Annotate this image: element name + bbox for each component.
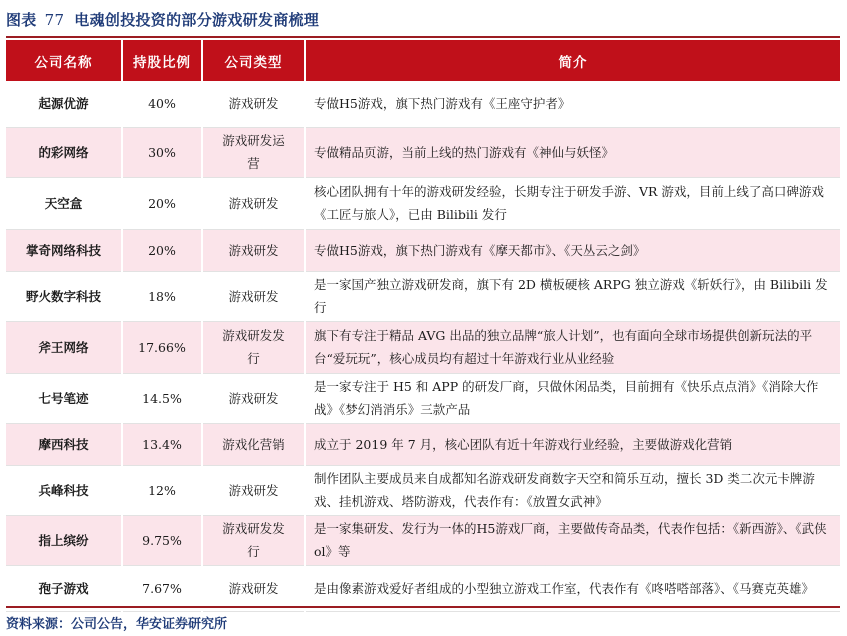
share-ratio-cell: 18% [122, 271, 202, 321]
share-ratio-cell: 20% [122, 177, 202, 229]
introduction-cell: 核心团队拥有十年的游戏研发经验，长期专注于研发手游、VR 游戏，目前上线了高口碑游戏《工匠与旅人》，已由 Bilibili 发行 [305, 177, 840, 229]
company-type-cell: 游戏研发 [202, 565, 305, 611]
investee-table [6, 40, 840, 612]
table-row [6, 515, 840, 565]
share-ratio-cell: 9.75% [122, 515, 202, 565]
table-row [6, 465, 840, 515]
caption-label: 图表 [6, 11, 37, 29]
company-type-cell: 游戏研发 [202, 81, 305, 127]
company-name-cell: 指上缤纷 [6, 515, 122, 565]
header-share-ratio: 持股比例 [122, 40, 202, 81]
bottom-rule [6, 606, 840, 608]
header-company-type: 公司类型 [202, 40, 305, 81]
company-type-cell: 游戏研发 [202, 229, 305, 271]
table-row [6, 271, 840, 321]
table-row [6, 321, 840, 373]
company-type-cell: 游戏研发运营 [202, 127, 305, 177]
company-name-cell: 野火数字科技 [6, 271, 122, 321]
company-name-cell: 七号笔迹 [6, 373, 122, 423]
company-name-cell: 起源优游 [6, 81, 122, 127]
top-rule [6, 36, 840, 38]
caption-title: 电魂创投投资的部分游戏研发商梳理 [74, 11, 320, 29]
company-name-cell: 摩西科技 [6, 423, 122, 465]
source-note: 资料来源：公司公告，华安证券研究所 [6, 617, 228, 632]
share-ratio-cell: 20% [122, 229, 202, 271]
introduction-cell: 制作团队主要成员来自成都知名游戏研发商数字天空和简乐互动，擅长 3D 类二次元卡牌游戏、挂机游戏、塔防游戏，代表作有：《放置女武神》 [305, 465, 840, 515]
introduction-cell: 专做H5游戏，旗下热门游戏有《王座守护者》 [305, 81, 840, 127]
share-ratio-cell: 40% [122, 81, 202, 127]
company-type-cell: 游戏研发发行 [202, 321, 305, 373]
share-ratio-cell: 13.4% [122, 423, 202, 465]
table-row [6, 229, 840, 271]
caption-number: 77 [44, 11, 65, 29]
company-name-cell: 的彩网络 [6, 127, 122, 177]
introduction-cell: 是由像素游戏爱好者组成的小型独立游戏工作室，代表作有《咚嗒嗒部落》、《马赛克英雄》 [305, 565, 840, 611]
table-row [6, 373, 840, 423]
introduction-cell: 专做精品页游，当前上线的热门游戏有《神仙与妖怪》 [305, 127, 840, 177]
company-name-cell: 兵峰科技 [6, 465, 122, 515]
table-row [6, 565, 840, 611]
company-type-cell: 游戏研发 [202, 177, 305, 229]
company-type-cell: 游戏研发 [202, 271, 305, 321]
table-body [6, 81, 840, 611]
company-type-cell: 游戏化营销 [202, 423, 305, 465]
company-name-cell: 掌奇网络科技 [6, 229, 122, 271]
table-row [6, 127, 840, 177]
share-ratio-cell: 17.66% [122, 321, 202, 373]
introduction-cell: 是一家专注于 H5 和 APP 的研发厂商，只做休闲品类，目前拥有《快乐点点消》《消除大作战》《梦幻消消乐》三款产品 [305, 373, 840, 423]
introduction-cell: 旗下有专注于精品 AVG 出品的独立品牌“旅人计划”，也有面向全球市场提供创新玩法的平台“爱玩玩”，核心成员均有超过十年游戏行业从业经验 [305, 321, 840, 373]
company-type-cell: 游戏研发 [202, 373, 305, 423]
figure-caption [6, 9, 319, 30]
table-header-row [6, 40, 840, 81]
company-type-cell: 游戏研发 [202, 465, 305, 515]
table-row [6, 423, 840, 465]
share-ratio-cell: 12% [122, 465, 202, 515]
table-row [6, 177, 840, 229]
company-name-cell: 孢子游戏 [6, 565, 122, 611]
company-name-cell: 斧王网络 [6, 321, 122, 373]
introduction-cell: 专做H5游戏，旗下热门游戏有《摩天都市》、《天丛云之剑》 [305, 229, 840, 271]
introduction-cell: 是一家集研发、发行为一体的H5游戏厂商，主要做传奇品类，代表作包括：《新西游》、《武侠 ol》等 [305, 515, 840, 565]
share-ratio-cell: 30% [122, 127, 202, 177]
introduction-cell: 是一家国产独立游戏研发商，旗下有 2D 横板硬核 ARPG 独立游戏《斩妖行》，由 Bilibili 发行 [305, 271, 840, 321]
table-row [6, 81, 840, 127]
introduction-cell: 成立于 2019 年 7 月，核心团队有近十年游戏行业经验，主要做游戏化营销 [305, 423, 840, 465]
share-ratio-cell: 14.5% [122, 373, 202, 423]
header-company-name: 公司名称 [6, 40, 122, 81]
share-ratio-cell: 7.67% [122, 565, 202, 611]
company-type-cell: 游戏研发发行 [202, 515, 305, 565]
company-name-cell: 天空盒 [6, 177, 122, 229]
header-introduction: 简介 [305, 40, 840, 81]
